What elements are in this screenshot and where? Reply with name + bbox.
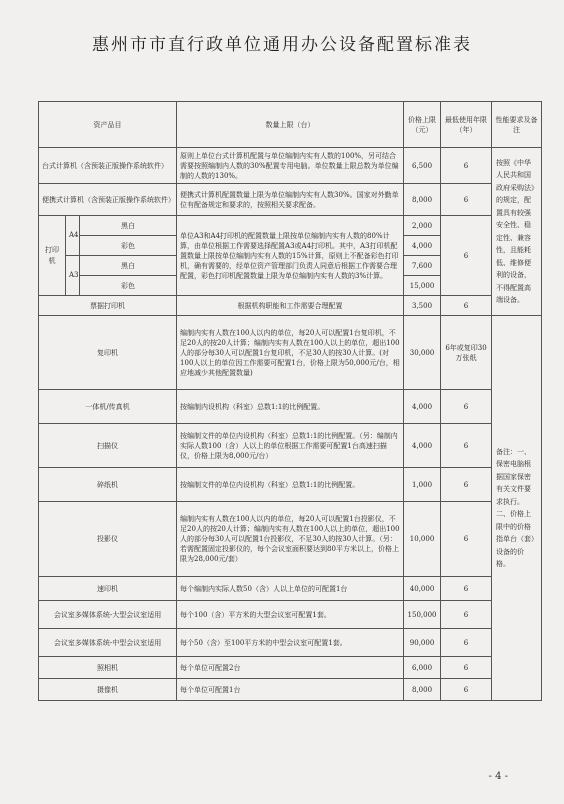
qty-video-camera: 每个单位可配置1台 — [177, 679, 404, 701]
price-duplicator: 40,000 — [404, 577, 441, 601]
printer-a4-bw: 黑白 — [80, 216, 177, 236]
header-item: 资产品目 — [39, 102, 177, 148]
years-tape-printer: 6 — [441, 296, 492, 316]
item-tape-printer: 票据打印机 — [39, 296, 177, 316]
qty-copier: 编制内实有人数在100人以内的单位，每20人可以配置1台复印机，不足20人的按20人计算；编制内实有人数在100人以上的单位，超出100人的部分每30人可以配置1台复印机，不足30人的按30人计算。(对100人以上的单位因工作需要可配置1台，价格上限为50,000元/台，相应地减少其他配置数量) — [177, 316, 404, 390]
price-shredder: 1,000 — [404, 468, 441, 502]
price-fax: 4,000 — [404, 390, 441, 424]
price-media-mid: 90,000 — [404, 629, 441, 657]
price-a3-bw: 7,600 — [404, 256, 441, 276]
item-media-large: 会议室多媒体系统-大型会议室适用 — [39, 601, 177, 629]
years-scanner: 6 — [441, 424, 492, 468]
years-fax: 6 — [441, 390, 492, 424]
item-camera: 照相机 — [39, 657, 177, 679]
qty-desktop: 原则上单位台式计算机配置与单位编制内实有人数的100%，另可结合需要按照编制内人数的30%配置专用电脑。单位数量上限总数为单位编制的人数的130%。 — [177, 148, 404, 184]
printer-a3-bw: 黑白 — [80, 256, 177, 276]
years-duplicator: 6 — [441, 577, 492, 601]
price-laptop: 8,000 — [404, 184, 441, 216]
price-video-camera: 8,000 — [404, 679, 441, 701]
printer-a4-color: 彩色 — [80, 236, 177, 256]
qty-media-large: 每个100（含）平方米的大型会议室可配置1套。 — [177, 601, 404, 629]
perf-note-2: 备注：一、保密电脑根据国家保密有关文件要求执行。二、价格上限中的价格指单台（套）设备的价格。 — [492, 316, 542, 701]
years-shredder: 6 — [441, 468, 492, 502]
price-media-large: 150,000 — [404, 601, 441, 629]
perf-note-1: 按照《中华人民共和国政府采购法》的规定，配置具有较强安全性、稳定性、兼容性，且能耗低、维修便利的设备，不得配置高端设备。 — [492, 148, 542, 316]
qty-scanner: 按编制文件的单位内设机构（科室）总数1:1的比例配置。（另：编制内实际人数100（含）人以上的单位根据工作需要可配置1台高速扫描仪，价格上限为8,000元/台） — [177, 424, 404, 468]
item-scanner: 扫描仪 — [39, 424, 177, 468]
qty-camera: 每个单位可配置2台 — [177, 657, 404, 679]
header-price: 价格上限（元） — [404, 102, 441, 148]
item-fax: 一体机/传真机 — [39, 390, 177, 424]
item-projector: 投影仪 — [39, 502, 177, 577]
qty-printer: 单位A3和A4打印机的配置数量上限按单位编制内实有人数的80%计算，由单位根据工作需要选择配置A3或A4打印机。其中，A3打印机配置数量上限按单位编制内实有人数的15%计算，原则上不配备彩色打印机，确有需要的，经单位资产管理部门负责人同意后根据工作需要合理配置，彩色打印机配置数量上限为单位编制内实有人数的3%计算。 — [177, 216, 404, 296]
qty-laptop: 便携式计算机配置数量上限为单位编制内实有人数30%。国家对外勤单位有配备规定和要求的，按照相关要求配备。 — [177, 184, 404, 216]
price-camera: 6,000 — [404, 657, 441, 679]
item-shredder: 碎纸机 — [39, 468, 177, 502]
printer-a3-color: 彩色 — [80, 276, 177, 296]
years-camera: 6 — [441, 657, 492, 679]
price-projector: 10,000 — [404, 502, 441, 577]
equipment-standard-table — [38, 101, 542, 701]
price-scanner: 4,000 — [404, 424, 441, 468]
price-tape-printer: 3,500 — [404, 296, 441, 316]
qty-duplicator: 每个编制内实际人数50（含）人以上单位的可配置1台 — [177, 577, 404, 601]
item-duplicator: 速印机 — [39, 577, 177, 601]
price-a3-color: 15,000 — [404, 276, 441, 296]
printer-a3-label: A3 — [66, 256, 80, 296]
item-copier: 复印机 — [39, 316, 177, 390]
years-media-mid: 6 — [441, 629, 492, 657]
header-qty: 数量上限（台） — [177, 102, 404, 148]
years-projector: 6 — [441, 502, 492, 577]
item-desktop: 台式计算机（含预装正版操作系统软件） — [39, 148, 177, 184]
page-title: 惠州市市直行政单位通用办公设备配置标准表 — [92, 35, 472, 55]
item-video-camera: 摄像机 — [39, 679, 177, 701]
header-perf: 性能要求及备注 — [492, 102, 542, 148]
qty-media-mid: 每个50（含）至100平方米的中型会议室可配置1套。 — [177, 629, 404, 657]
years-media-large: 6 — [441, 601, 492, 629]
years-laptop: 6 — [441, 184, 492, 216]
price-a4-bw: 2,000 — [404, 216, 441, 236]
years-desktop: 6 — [441, 148, 492, 184]
qty-tape-printer: 根据机构职能和工作需要合理配置 — [177, 296, 404, 316]
qty-fax: 按编制内设机构（科室）总数1:1的比例配置。 — [177, 390, 404, 424]
price-copier: 30,000 — [404, 316, 441, 390]
price-a4-color: 4,000 — [404, 236, 441, 256]
qty-shredder: 按编制文件的单位内设机构（科室）总数1:1的比例配置。 — [177, 468, 404, 502]
printer-a4-label: A4 — [66, 216, 80, 256]
item-laptop: 便携式计算机（含预装正版操作系统软件） — [39, 184, 177, 216]
item-printer-group: 打印机 — [39, 216, 66, 296]
page-number: - 4 - — [488, 771, 508, 782]
item-media-mid: 会议室多媒体系统-中型会议室适用 — [39, 629, 177, 657]
years-video-camera: 6 — [441, 679, 492, 701]
years-printer: 6 — [441, 216, 492, 296]
years-copier: 6年或复印30万张纸 — [441, 316, 492, 390]
header-years: 最低使用年限（年） — [441, 102, 492, 148]
price-desktop: 6,500 — [404, 148, 441, 184]
qty-projector: 编制内实有人数在100人以内的单位，每20人可以配置1台投影仪，不足20人的按20人计算；编制内实有人数在100人以上的单位，超出100人的部分每30人可以配置1台投影仪，不足30人的按30人计算。（另：若需配置固定投影仪的，每个会议室面积要达到80平方米以上，价格上限为28,000元/套） — [177, 502, 404, 577]
